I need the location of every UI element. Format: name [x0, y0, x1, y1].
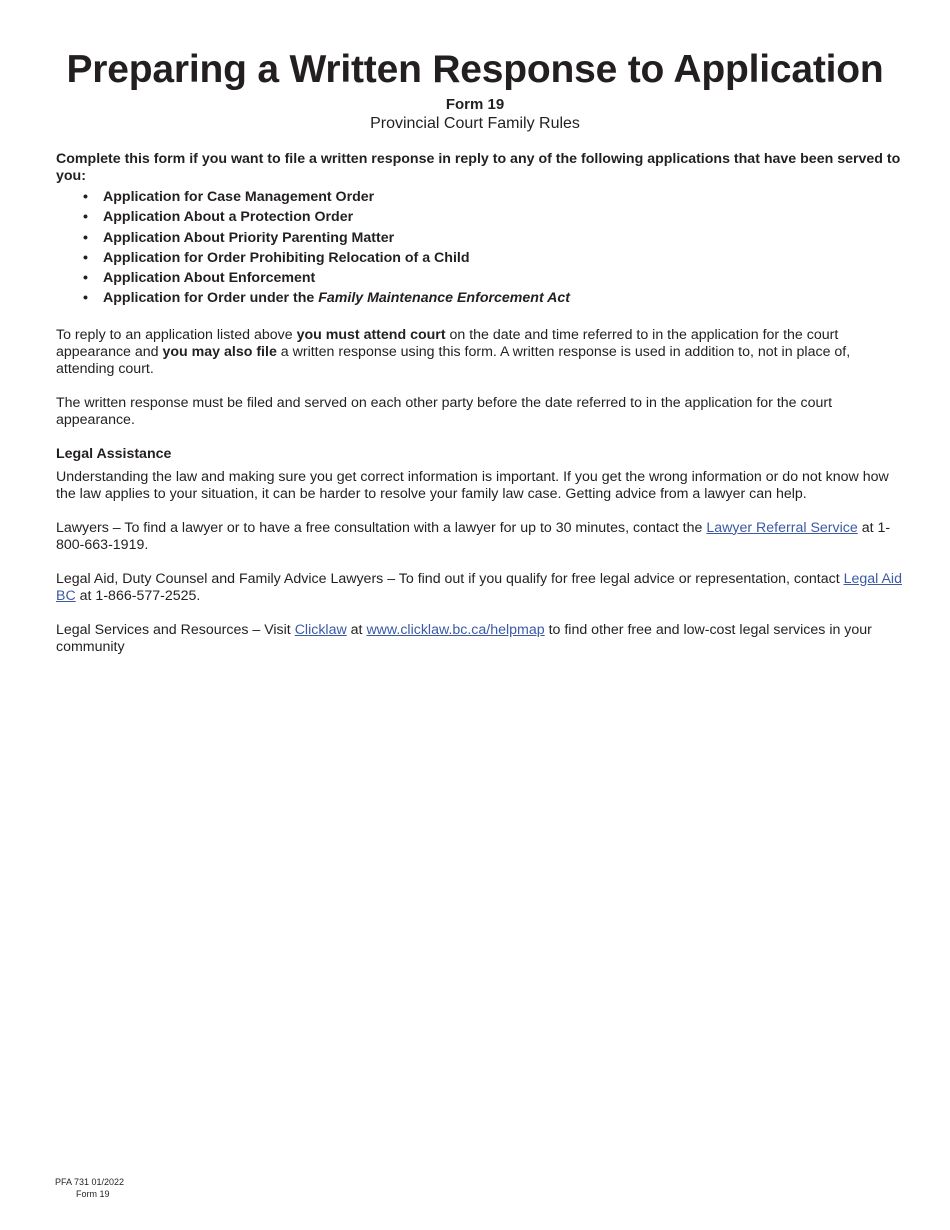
list-item — [56, 187, 902, 207]
lawyers-paragraph — [56, 520, 902, 554]
paragraph-text: to find other free and low-cost legal services in your community — [56, 621, 872, 655]
list-item-text: Application About Priority Parenting Matter — [103, 229, 395, 246]
legal-aid-paragraph — [56, 571, 902, 605]
paragraph-text: at — [346, 621, 367, 638]
paragraph-text: a written response using this form. A written response is used in addition to, not in place of, attending court. — [56, 343, 851, 377]
bullet-icon: • — [83, 270, 88, 287]
list-item-text: Application for Order Prohibiting Relocation of a Child — [103, 249, 470, 266]
paragraph-text: Lawyers – To find a lawyer or to have a free consultation with a lawyer for up to 30 minutes, contact the — [56, 519, 707, 536]
list-item — [56, 248, 902, 268]
form-number: Form 19 — [445, 96, 505, 113]
list-item — [56, 228, 902, 248]
paragraph-text: on the date and time referred to in the application for the court appearance and — [56, 326, 839, 360]
rules-name: Provincial Court Family Rules — [370, 115, 580, 132]
application-list — [56, 187, 902, 309]
lawyer-referral-link[interactable]: Lawyer Referral Service — [706, 519, 858, 536]
bullet-icon: • — [83, 229, 88, 246]
instructions-body — [56, 151, 902, 656]
bullet-icon: • — [83, 290, 88, 307]
helpmap-link[interactable]: www.clicklaw.bc.ca/helpmap — [366, 621, 545, 638]
list-item-text: Application for Case Management Order — [103, 189, 375, 205]
paragraph-text: To reply to an application listed above — [56, 326, 297, 343]
page-title: Preparing a Written Response to Application — [66, 48, 884, 91]
bullet-icon: • — [83, 189, 88, 205]
filing-deadline-paragraph: The written response must be filed and served on each other party before the date referred to in the application for the court appearance. — [56, 394, 833, 428]
act-name: Family Maintenance Enforcement Act — [318, 290, 570, 307]
clicklaw-link[interactable]: Clicklaw — [294, 621, 347, 638]
emphasis-text: you may also file — [162, 343, 277, 360]
legal-assistance-heading: Legal Assistance — [56, 445, 172, 462]
list-item-text: Application About a Protection Order — [103, 209, 354, 226]
list-item — [56, 288, 902, 308]
paragraph-text: at 1-800-663-1919. — [56, 519, 891, 553]
form-footer — [55, 1176, 124, 1200]
list-item-text: Application for Order under the — [103, 290, 319, 307]
list-item — [56, 268, 902, 288]
attend-court-paragraph — [56, 327, 902, 378]
form-code: PFA 731 01/2022 — [55, 1177, 125, 1187]
resources-paragraph — [56, 622, 902, 656]
legal-assistance-intro: Understanding the law and making sure you get correct information is important. If you get the wrong information or do not know how the law applies to your situation, it can be harder to resolve your family law case. Getting advice from a lawyer can help. — [56, 468, 889, 502]
paragraph-text: Legal Aid, Duty Counsel and Family Advice Lawyers – To find out if you qualify for free legal advice or representation, contact — [56, 570, 844, 587]
emphasis-text: you must attend court — [296, 326, 446, 343]
bullet-icon: • — [83, 249, 88, 266]
legal-aid-link[interactable]: Legal Aid BC — [56, 570, 902, 604]
paragraph-text: Legal Services and Resources – Visit — [56, 621, 295, 638]
footer-form-number: Form 19 — [76, 1189, 110, 1199]
list-item-text: Application About Enforcement — [103, 270, 316, 287]
intro-text: Complete this form if you want to file a written response in reply to any of the following applications that have been served to you: — [56, 151, 901, 184]
list-item — [56, 207, 902, 227]
bullet-icon: • — [83, 209, 88, 226]
paragraph-text: at 1-866-577-2525. — [75, 587, 201, 604]
